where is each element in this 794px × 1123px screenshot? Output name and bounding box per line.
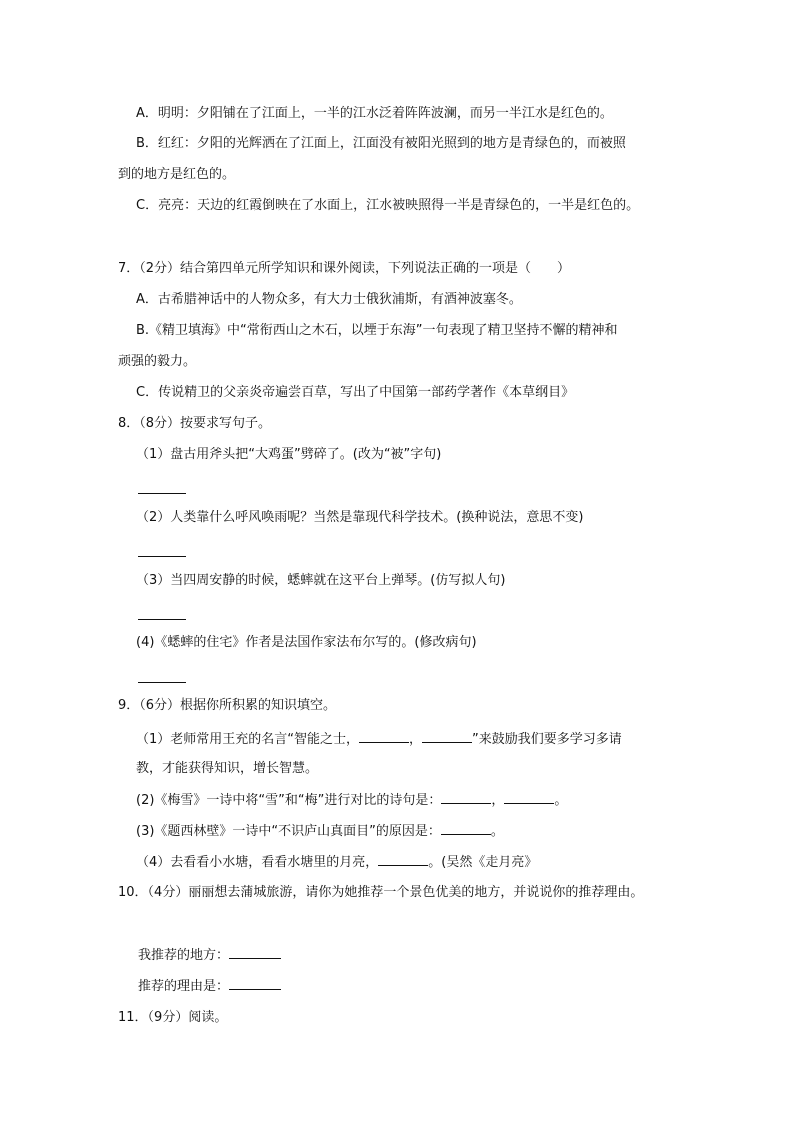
q9-item-2-end: 。 [554,793,568,808]
q9-blank-1a[interactable] [359,732,409,743]
q10-place-label: 我推荐的地方： [138,948,230,963]
q9-blank-4[interactable] [378,855,428,866]
q9-blank-1b[interactable] [422,732,472,743]
q9-item-2 [136,793,567,807]
q10-reason-label: 推荐的理由是： [138,979,230,994]
q7-option-c: C．传说精卫的父亲炎帝遍尝百草，写出了中国第一部药学著作《本草纲目》 [136,385,575,400]
q7-option-a: A．古希腊神话中的人物众多，有大力士俄狄浦斯，有酒神波塞冬。 [136,292,522,307]
q9-item-3-text: (3)《题西林壁》一诗中“不识庐山真面目”的原因是： [136,824,441,839]
q10-place-blank[interactable] [229,948,281,959]
q9-item-1-sep: ， [409,732,423,747]
q8-answer-line-2[interactable] [138,556,186,557]
q9-item-1-text-a: （1）老师常用王充的名言“智能之士， [136,732,360,747]
q9-blank-3[interactable] [441,824,491,835]
q9-item-4 [136,855,537,869]
q8-answer-line-1[interactable] [138,493,186,494]
q9-item-3-end: 。 [490,824,504,839]
q8-answer-line-4[interactable] [138,682,186,683]
q6-option-b-line2: 到的地方是红色的。 [118,167,236,182]
q10-place [138,948,281,962]
q8-sentence-4: (4)《蟋蟀的住宅》作者是法国作家法布尔写的。(修改病句) [136,635,477,650]
q9-stem: 9．（6分）根据你所积累的知识填空。 [118,698,337,713]
q9-blank-2a[interactable] [441,793,491,804]
q8-sentence-1: （1）盘古用斧头把“大鸡蛋”劈碎了。(改为“被”字句) [136,447,442,462]
q11-stem: 11．（9分）阅读。 [118,1010,228,1025]
q7-option-b-line1: B.《精卫填海》中“常衔西山之木石，以堙于东海”一句表现了精卫坚持不懈的精神和 [136,323,618,338]
q9-item-4-end: 。(吴然《走月亮》 [428,855,538,870]
q10-stem: 10．（4分）丽丽想去蒲城旅游，请你为她推荐一个景色优美的地方，并说说你的推荐理由。 [118,885,644,900]
q6-option-b-line1: B．红红：夕阳的光辉洒在了江面上，江面没有被阳光照到的地方是青绿色的，而被照 [136,136,626,151]
q7-option-b-line2: 顽强的毅力。 [118,354,197,369]
q9-item-1-line1 [136,732,622,746]
q8-stem: 8．（8分）按要求写句子。 [118,416,272,431]
q9-item-1-line2: 教，才能获得知识，增长智慧。 [136,761,319,776]
q9-item-3 [136,824,504,838]
q9-item-2-text: (2)《梅雪》一诗中将“雪”和“梅”进行对比的诗句是： [136,793,442,808]
q10-reason [138,979,281,993]
q8-sentence-3: （3）当四周安静的时候，蟋蟀就在这平台上弹琴。(仿写拟人句) [136,573,506,588]
q7-stem: 7．（2分）结合第四单元所学知识和课外阅读，下列说法正确的一项是（ ） [118,261,571,276]
q9-item-4-text: （4）去看看小水塘，看看水塘里的月亮， [136,855,379,870]
q6-option-c: C．亮亮：天边的红霞倒映在了水面上，江水被映照得一半是青绿色的，一半是红色的。 [136,198,640,213]
q9-item-1-text-b: ”来鼓励我们要多学习多请 [472,732,622,747]
q10-reason-blank[interactable] [229,979,281,990]
q6-option-a: A．明明：夕阳铺在了江面上，一半的江水泛着阵阵波澜，而另一半江水是红色的。 [136,106,613,121]
q8-answer-line-3[interactable] [138,619,186,620]
q9-blank-2b[interactable] [504,793,554,804]
q8-sentence-2: （2）人类靠什么呼风唤雨呢？当然是靠现代科学技术。(换种说法，意思不变) [136,510,584,525]
q9-item-2-sep: ， [491,793,505,808]
